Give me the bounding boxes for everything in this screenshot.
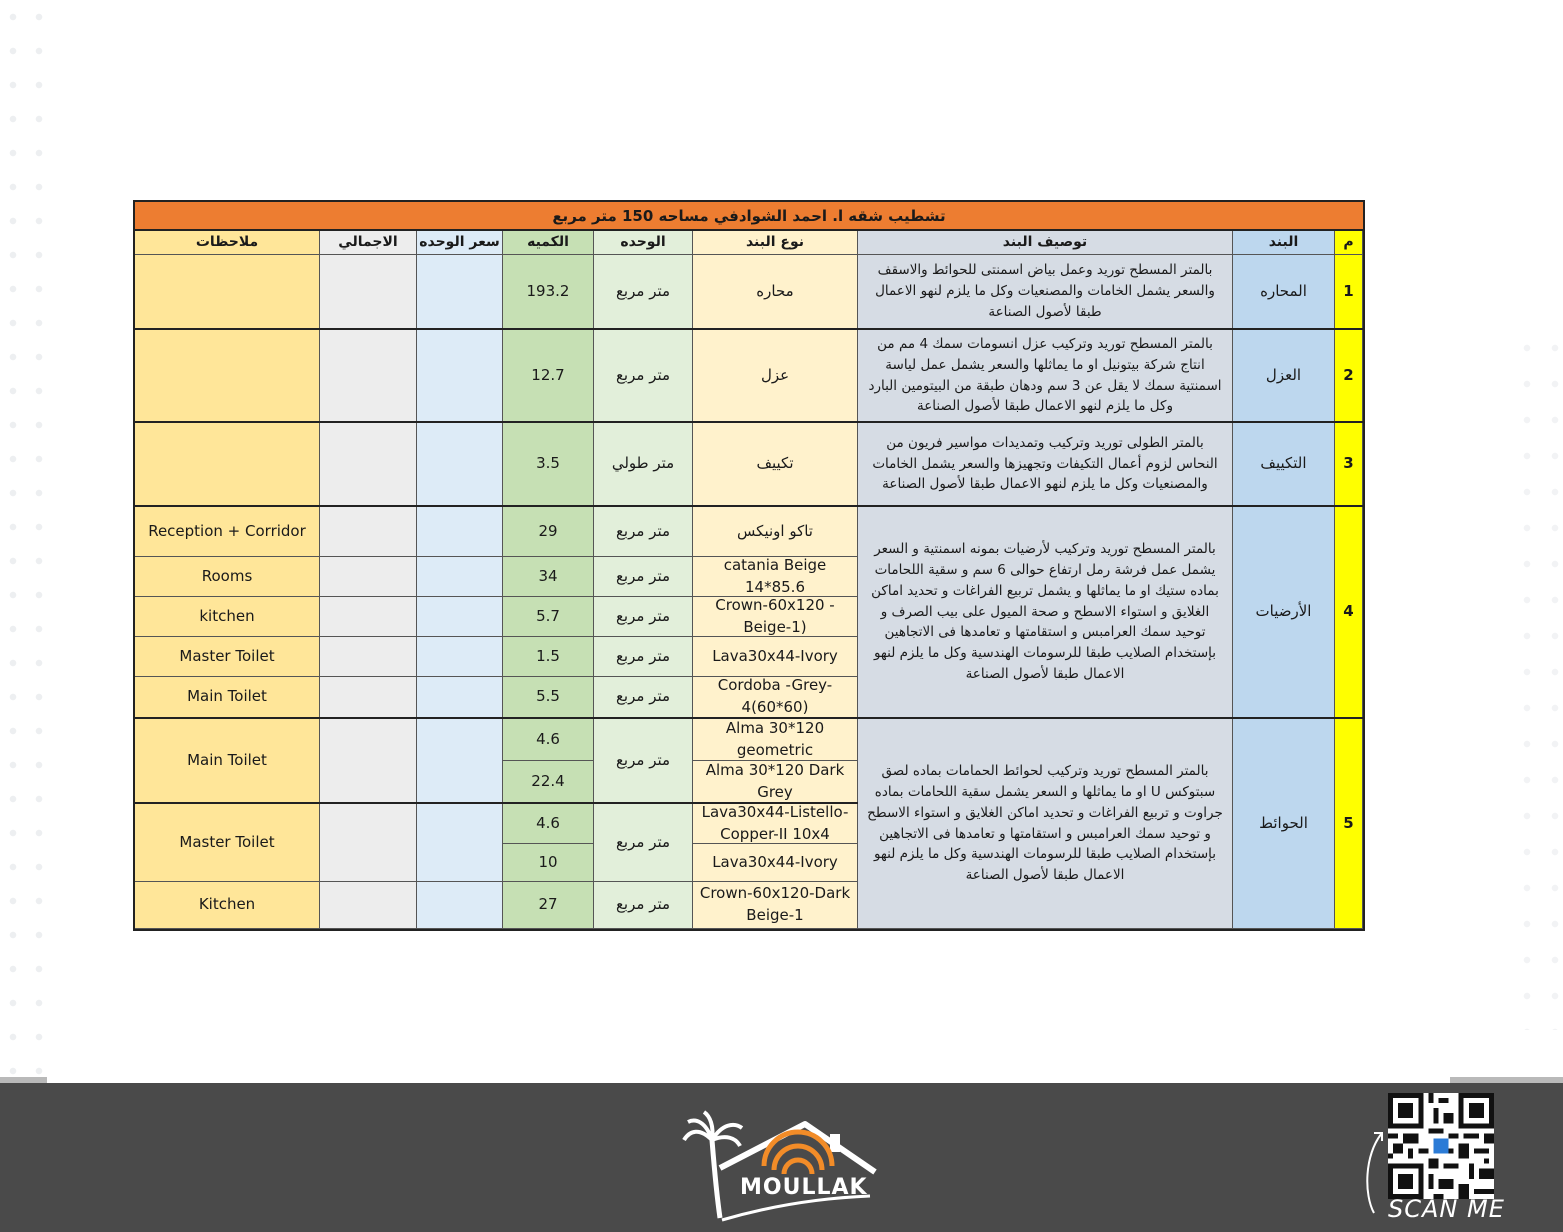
section-4-row-3-total <box>320 597 417 637</box>
section-4-row-4-total <box>320 637 417 677</box>
header-desc: توصيف البند <box>858 231 1233 255</box>
scan-me-label: SCAN ME <box>1388 1195 1505 1223</box>
moullak-logo <box>680 1110 880 1222</box>
section-3-price <box>417 423 503 506</box>
section-2-qty: 12.7 <box>503 330 594 422</box>
section-5-desc: بالمتر المسطح توريد وتركيب لحوائط الحمامات بماده لصق سبتوكس U او ما يماثلها و السعر يشمل سقية اللحامات بماده جراوت و تربيع الفراغات و تحديد اماكن الغلايق و استواء الاسطح و توحيد سمك العرامبس و استقامتها و تعامدها فى الاتجاهين بإستخدام الصلايب طبقا للرسومات الهندسية وكل ما يلزم لنهو الاعمال طبقا لأصول الصناعة <box>858 719 1233 929</box>
decorative-dots-right <box>1513 330 1563 1030</box>
section-4-row-1-qty: 29 <box>503 507 594 557</box>
section-1-desc: بالمتر المسطح توريد وعمل بياض اسمنتى للحوائط والاسقف والسعر يشمل الخامات والمصنعيات وكل ما يلزم لنهو الاعمال طبقا لأصول الصناعة <box>858 255 1233 329</box>
section-5-group-1-row-2-qty: 22.4 <box>503 761 594 803</box>
section-1-type: محاره <box>693 255 858 329</box>
section-4-row-4-price <box>417 637 503 677</box>
brand-name: MOULLAK <box>740 1175 868 1200</box>
section-4-row-3-qty: 5.7 <box>503 597 594 637</box>
section-4-row-2-price <box>417 557 503 597</box>
section-3-total <box>320 423 417 506</box>
section-2-price <box>417 330 503 422</box>
header-price: سعر الوحده <box>417 231 503 255</box>
section-4-row-3-unit: متر مربع <box>594 597 693 637</box>
section-5-group-3-unit: متر مربع <box>594 882 693 929</box>
section-4-row-1-type: تاكو اونيكس <box>693 507 858 557</box>
section-1-notes <box>135 255 320 329</box>
section-4-row-3-price <box>417 597 503 637</box>
section-5-group-2-row-2-type: Lava30x44-Ivory <box>693 844 858 882</box>
section-5-group-2-row-1-type: Lava30x44-Listello-Copper-II 10x4 <box>693 804 858 844</box>
section-3-num: 3 <box>1335 423 1363 506</box>
section-3-unit: متر طولي <box>594 423 693 506</box>
arrow-icon <box>1360 1125 1390 1215</box>
header-num: م <box>1335 231 1363 255</box>
section-1-total <box>320 255 417 329</box>
section-2-num: 2 <box>1335 330 1363 422</box>
section-5-group-1-price <box>417 719 503 803</box>
section-5-group-1-row-1-type: Alma 30*120 geometric <box>693 719 858 761</box>
section-4-row-2-total <box>320 557 417 597</box>
section-4-row-5-unit: متر مربع <box>594 677 693 718</box>
section-5-group-2-row-1-qty: 4.6 <box>503 804 594 844</box>
section-4-row-2-qty: 34 <box>503 557 594 597</box>
section-4-row-5-type: Cordoba -Grey-4(60*60) <box>693 677 858 718</box>
section-3-desc: بالمتر الطولى توريد وتركيب وتمديدات مواسير فريون من النحاس لزوم أعمال التكيفات وتجهيزها والسعر يشمل الخامات والمصنعيات وكل ما يلزم لنهو الاعمال طبقا لأصول الصناعة <box>858 423 1233 506</box>
section-2-item: العزل <box>1233 330 1335 422</box>
section-2-desc: بالمتر المسطح توريد وتركيب عزل انسومات سمك 4 مم من انتاج شركة بيتونيل او ما يماثلها والسعر يشمل عمل لياسة اسمنتية سمك لا يقل عن 3 سم ودهان طبقة من البيتومين البارد وكل ما يلزم لنهو الاعمال طبقا لأصول الصناعة <box>858 330 1233 422</box>
header-type: نوع البند <box>693 231 858 255</box>
section-4-row-2-type: catania Beige 14*85.6 <box>693 557 858 597</box>
decorative-dots-left <box>0 0 60 1080</box>
header-item: البند <box>1233 231 1335 255</box>
section-5-group-2-row-2-qty: 10 <box>503 844 594 882</box>
qr-code-icon[interactable] <box>1388 1093 1494 1199</box>
table-title: تشطيب شقه ا. احمد الشوادفي مساحه 150 متر مربع <box>133 200 1365 231</box>
section-5-group-3-row-1-type: Crown-60x120-Dark Beige-1 <box>693 882 858 929</box>
section-5-group-2-price <box>417 804 503 882</box>
section-5-group-2-total <box>320 804 417 882</box>
section-4-row-1-notes: Reception + Corridor <box>135 507 320 557</box>
section-1-item: المحاره <box>1233 255 1335 329</box>
section-1-num: 1 <box>1335 255 1363 329</box>
section-3-qty: 3.5 <box>503 423 594 506</box>
section-4-row-5-qty: 5.5 <box>503 677 594 718</box>
section-2-type: عزل <box>693 330 858 422</box>
section-5-group-1-notes: Main Toilet <box>135 719 320 803</box>
section-3-type: تكييف <box>693 423 858 506</box>
section-1-qty: 193.2 <box>503 255 594 329</box>
header-qty: الكميه <box>503 231 594 255</box>
section-2-total <box>320 330 417 422</box>
section-4-item: الأرضيات <box>1233 507 1335 718</box>
section-4-row-3-notes: kitchen <box>135 597 320 637</box>
section-4-row-4-unit: متر مربع <box>594 637 693 677</box>
section-4-row-1-unit: متر مربع <box>594 507 693 557</box>
section-5-item: الحوائط <box>1233 719 1335 929</box>
section-2-notes <box>135 330 320 422</box>
section-4-row-2-unit: متر مربع <box>594 557 693 597</box>
section-4-row-4-notes: Master Toilet <box>135 637 320 677</box>
section-5-group-2-unit: متر مربع <box>594 804 693 882</box>
section-4-row-4-qty: 1.5 <box>503 637 594 677</box>
section-5-group-1-unit: متر مربع <box>594 719 693 803</box>
header-notes: ملاحظات <box>135 231 320 255</box>
section-1-price <box>417 255 503 329</box>
section-5-group-1-total <box>320 719 417 803</box>
section-5-group-2-notes: Master Toilet <box>135 804 320 882</box>
section-4-num: 4 <box>1335 507 1363 718</box>
section-5-group-3-price <box>417 882 503 929</box>
section-4-row-3-type: Crown-60x120 -Beige-1) <box>693 597 858 637</box>
section-5-group-3-row-1-qty: 27 <box>503 882 594 929</box>
section-4-row-4-type: Lava30x44-Ivory <box>693 637 858 677</box>
section-4-row-2-notes: Rooms <box>135 557 320 597</box>
section-3-item: التكييف <box>1233 423 1335 506</box>
section-5-group-3-total <box>320 882 417 929</box>
section-2-unit: متر مربع <box>594 330 693 422</box>
section-4-row-1-price <box>417 507 503 557</box>
section-5-num: 5 <box>1335 719 1363 929</box>
section-5-group-3-notes: Kitchen <box>135 882 320 929</box>
section-1-unit: متر مربع <box>594 255 693 329</box>
header-unit: الوحده <box>594 231 693 255</box>
section-4-row-5-price <box>417 677 503 718</box>
section-5-group-1-row-2-type: Alma 30*120 Dark Grey <box>693 761 858 803</box>
section-4-row-5-notes: Main Toilet <box>135 677 320 718</box>
section-4-desc: بالمتر المسطح توريد وتركيب لأرضيات بمونه اسمنتية و السعر يشمل عمل فرشة رمل ارتفاع حوالى 6 سم و سقية اللحامات بماده ستيك او ما يماثلها و يشمل تربيع الفراغات و تحديد اماكن الغلايق و استواء الاسطح و صحة الميول على بيب الصرف و توحيد سمك العرامبس و استقامتها و تعامدها فى الاتجاهين بإستخدام الصلايب طبقا للرسومات الهندسية وكل ما يلزم لنهو الاعمال طبقا لأصول الصناعة <box>858 507 1233 718</box>
section-5-group-1-row-1-qty: 4.6 <box>503 719 594 761</box>
section-3-notes <box>135 423 320 506</box>
section-4-row-5-total <box>320 677 417 718</box>
section-4-row-1-total <box>320 507 417 557</box>
header-total: الاجمالي <box>320 231 417 255</box>
